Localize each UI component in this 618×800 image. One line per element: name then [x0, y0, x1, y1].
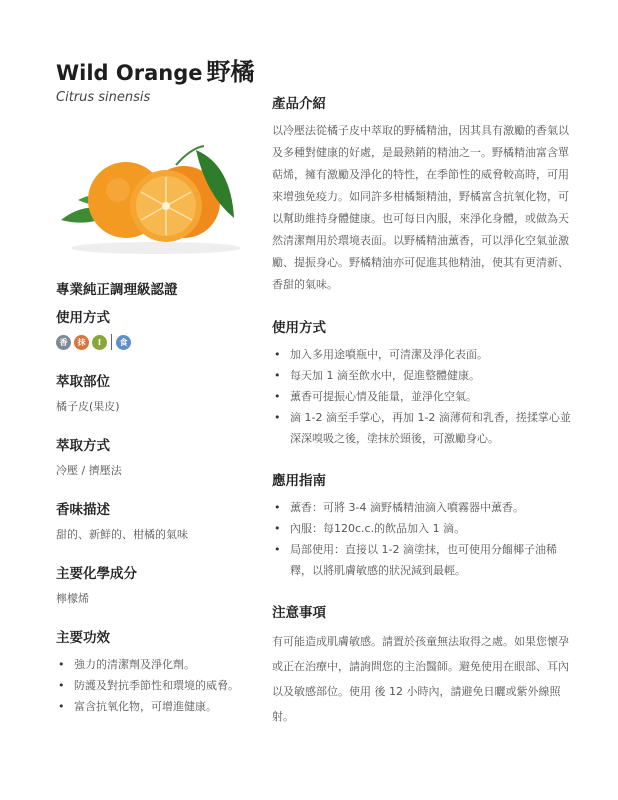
usage-list	[272, 344, 572, 449]
usage-heading: 使用方式	[272, 320, 326, 336]
aromatic-icon: 香	[56, 335, 71, 350]
internal-icon: I	[92, 335, 107, 350]
list-item: • 強力的清潔劑及淨化劑。	[56, 654, 261, 675]
aroma-value: 甜的、新鮮的、柑橘的氣味	[56, 528, 188, 541]
certification-label: 專業純正調理級認證	[56, 282, 178, 298]
list-item: • 薰香：可將 3-4 滴野橘精油滴入噴霧器中薰香。	[272, 497, 572, 518]
latin-name: Citrus sinensis	[56, 90, 151, 105]
list-item: • 加入多用途噴瓶中，可清潔及淨化表面。	[272, 344, 572, 365]
caution-text: 有可能造成肌膚敏感。請置於孩童無法取得之處。如果您懷孕或正在治療中，請詢問您的主治醫師。避免使用在眼部、耳內以及敏感部位。使用 後 12 小時內，請避免日曬或紫外線照射。	[272, 635, 569, 723]
extraction-part-value: 橘子皮(果皮)	[56, 400, 120, 413]
icon-divider	[111, 334, 112, 350]
benefits-heading: 主要功效	[56, 630, 110, 646]
product-title-cn: 野橘	[206, 58, 255, 86]
aroma-heading: 香味描述	[56, 502, 110, 518]
dietary-icon: 食	[116, 335, 131, 350]
list-item: • 局部使用：直接以 1-2 滴塗抹，也可使用分餾椰子油稀釋，以將肌膚敏感的狀況減到最輕。	[272, 539, 572, 581]
topical-icon: 抹	[74, 335, 89, 350]
guide-heading: 應用指南	[272, 473, 326, 489]
usage-label: 使用方式	[56, 310, 110, 326]
list-item: • 防護及對抗季節性和環境的威脅。	[56, 675, 261, 696]
intro-text: 以冷壓法從橘子皮中萃取的野橘精油，因其具有激勵的香氣以及多種對健康的好處，是最熱銷的精油之一。野橘精油富含單萜烯，擁有激勵及淨化的特性，在季節性的威脅較高時，可用來增強免疫力。如同許多柑橘類精油，野橘富含抗氧化物，可以幫助維持身體健康。也可每日內服，來淨化身體，或做為天然清潔劑用於環境表面。以野橘精油薰香，可以淨化空氣並激勵、提振身心。野橘精油亦可促進其他精油，使其有更清新、香甜的氣味。	[272, 124, 569, 291]
extraction-method-value: 冷壓 / 擠壓法	[56, 464, 122, 477]
list-item: • 滴 1-2 滴至手掌心，再加 1-2 滴薄荷和乳香，搓揉掌心並深深嗅吸之後，塗抹於頸後，可激勵身心。	[272, 407, 572, 449]
chemistry-value: 檸檬烯	[56, 592, 89, 605]
orange-image	[56, 140, 246, 260]
extraction-part-heading: 萃取部位	[56, 374, 110, 390]
left-column	[56, 278, 261, 731]
caution-heading: 注意事項	[272, 605, 326, 621]
right-column	[272, 92, 572, 745]
intro-heading: 產品介紹	[272, 96, 326, 112]
extraction-method-heading: 萃取方式	[56, 438, 110, 454]
list-item: • 薰香可提振心情及能量，並淨化空氣。	[272, 386, 572, 407]
benefits-list	[56, 654, 261, 717]
list-item: • 富含抗氧化物，可增進健康。	[56, 696, 261, 717]
list-item: • 內服：每120c.c.的飲品加入 1 滴。	[272, 518, 572, 539]
product-title-en: Wild Orange	[56, 61, 203, 85]
list-item: • 每天加 1 滴至飲水中，促進整體健康。	[272, 365, 572, 386]
usage-icons	[56, 334, 261, 350]
product-title	[56, 52, 255, 87]
guide-list	[272, 497, 572, 581]
chemistry-heading: 主要化學成分	[56, 566, 137, 582]
